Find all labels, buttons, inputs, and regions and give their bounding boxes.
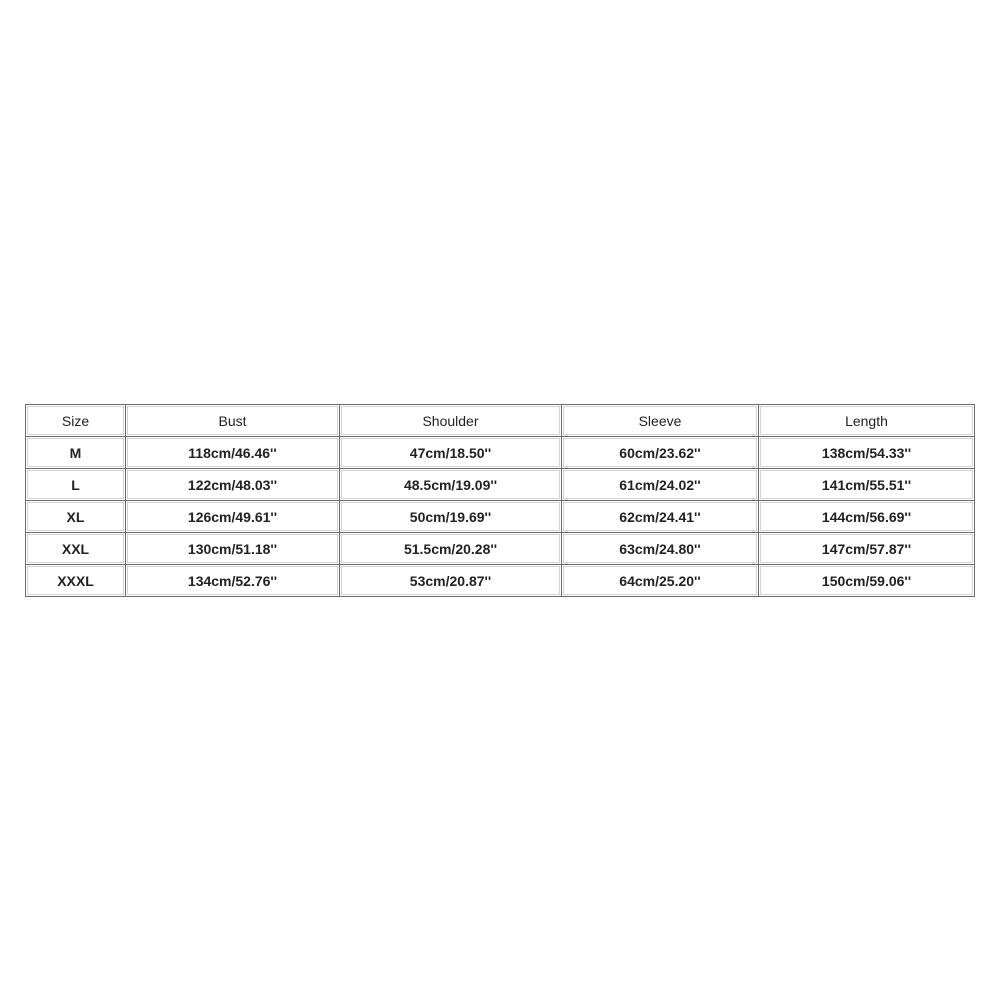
cell-length: 138cm/54.33'' (759, 437, 974, 469)
cell-bust: 122cm/48.03'' (126, 469, 340, 501)
cell-bust: 130cm/51.18'' (126, 533, 340, 565)
cell-length: 141cm/55.51'' (759, 469, 974, 501)
table-row (26, 501, 974, 533)
header-shoulder: Shoulder (340, 405, 562, 437)
cell-size: L (26, 469, 126, 501)
header-size: Size (26, 405, 126, 437)
cell-sleeve: 64cm/25.20'' (562, 565, 759, 596)
cell-sleeve: 60cm/23.62'' (562, 437, 759, 469)
size-chart-table (25, 404, 975, 597)
cell-shoulder: 48.5cm/19.09'' (340, 469, 562, 501)
cell-size: M (26, 437, 126, 469)
cell-sleeve: 62cm/24.41'' (562, 501, 759, 533)
cell-length: 147cm/57.87'' (759, 533, 974, 565)
cell-shoulder: 51.5cm/20.28'' (340, 533, 562, 565)
cell-length: 144cm/56.69'' (759, 501, 974, 533)
cell-size: XXL (26, 533, 126, 565)
cell-sleeve: 63cm/24.80'' (562, 533, 759, 565)
cell-length: 150cm/59.06'' (759, 565, 974, 596)
cell-size: XXXL (26, 565, 126, 596)
cell-shoulder: 50cm/19.69'' (340, 501, 562, 533)
table-row (26, 437, 974, 469)
header-bust: Bust (126, 405, 340, 437)
table-row (26, 565, 974, 596)
header-sleeve: Sleeve (562, 405, 759, 437)
cell-shoulder: 47cm/18.50'' (340, 437, 562, 469)
cell-bust: 134cm/52.76'' (126, 565, 340, 596)
cell-shoulder: 53cm/20.87'' (340, 565, 562, 596)
cell-bust: 126cm/49.61'' (126, 501, 340, 533)
header-length: Length (759, 405, 974, 437)
table-row (26, 533, 974, 565)
header-row (26, 405, 974, 437)
cell-sleeve: 61cm/24.02'' (562, 469, 759, 501)
table-row (26, 469, 974, 501)
cell-bust: 118cm/46.46'' (126, 437, 340, 469)
cell-size: XL (26, 501, 126, 533)
